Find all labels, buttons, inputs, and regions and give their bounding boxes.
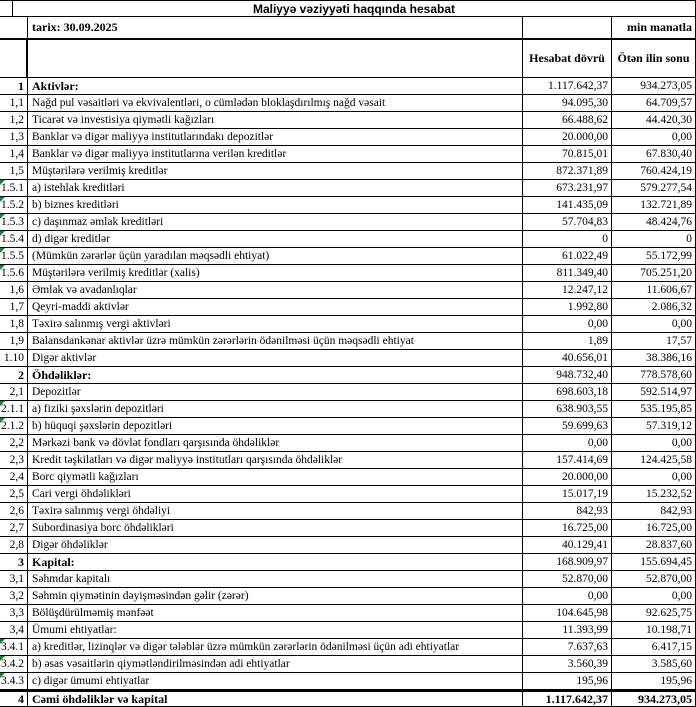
table-row [0,673,696,690]
row-value-current: 15.017,19 [523,486,612,502]
table-row [0,401,696,418]
row-number: 3.4.2 [0,656,28,672]
row-value-current: 3.560,39 [523,656,612,672]
table-row [0,486,696,503]
row-number: 1,1 [0,95,28,111]
row-label: Cəmi öhdəliklər və kapital [28,692,523,706]
row-label: Kapital: [28,554,523,570]
error-triangle-icon [0,180,5,185]
table-row [0,520,696,537]
row-value-current: 66.488,62 [523,112,612,128]
row-label: Banklar və digər maliyyə institutlarına verilən kreditlər [28,146,523,162]
row-value-current: 1.117.642,37 [523,692,612,706]
row-number: 2,7 [0,520,28,536]
row-value-previous: 0,00 [612,588,696,604]
row-number: 3.4.1 [0,639,28,655]
row-number: 1,7 [0,299,28,315]
row-number: 2,2 [0,435,28,451]
table-row [0,299,696,316]
row-value-current: 40.129,41 [523,537,612,553]
row-value-current: 40.656,01 [523,350,612,366]
row-value-previous: 6.417,15 [612,639,696,655]
row-label: Ümumi ehtiyatlar: [28,622,523,638]
row-value-current: 104.645,98 [523,605,612,621]
table-row [0,282,696,299]
row-value-previous: 11.606,67 [612,282,696,298]
row-value-current: 673.231,97 [523,180,612,196]
row-value-previous: 2.086,32 [612,299,696,315]
row-number: 3,4 [0,622,28,638]
row-value-current: 20.000,00 [523,129,612,145]
row-value-current: 638.903,55 [523,401,612,417]
row-label: Müştərilərə verilmiş kreditlər [28,163,523,179]
row-value-previous: 16.725,00 [612,520,696,536]
row-value-previous: 17,57 [612,333,696,349]
row-value-current: 70.815,01 [523,146,612,162]
row-number: 3.4.3 [0,673,28,689]
row-value-previous: 0,00 [612,435,696,451]
row-label: Balansdankənar aktivlər üzrə mümkün zərərlərin ödənilməsi üçün məqsədli ehtiyat [28,333,523,349]
row-label: Təxirə salınmış vergi aktivləri [28,316,523,332]
row-label: Subordinasiya borc öhdəlikləri [28,520,523,536]
row-number: 1,2 [0,112,28,128]
row-value-current: 1,89 [523,333,612,349]
table-row [0,639,696,656]
row-number: 1.5.5 [0,248,28,264]
meta-empty-num-cell [0,17,28,38]
header-empty-label-cell [28,40,523,77]
row-label: Səhmin qiymətinin dəyişməsindən gəlir (zərər) [28,588,523,604]
row-value-current: 20.000,00 [523,469,612,485]
table-row [0,112,696,129]
table-row [0,95,696,112]
row-label: Digər öhdəliklər [28,537,523,553]
row-number: 2,4 [0,469,28,485]
row-label: Nağd pul vəsaitləri və ekvivalentləri, o cümlədən bloklaşdırılmış nağd vəsait [28,95,523,111]
row-number: 3 [0,554,28,570]
row-label: d) digər kreditlər [28,231,523,247]
table-row [0,78,696,95]
row-number: 1,6 [0,282,28,298]
row-value-previous: 67.830,40 [612,146,696,162]
row-number: 1,9 [0,333,28,349]
row-number: 3,3 [0,605,28,621]
row-value-previous: 760.424,19 [612,163,696,179]
table-row [0,588,696,605]
row-number: 2.1.1 [0,401,28,417]
row-number: 4 [0,692,28,706]
row-value-current: 0,00 [523,588,612,604]
table-row [0,197,696,214]
row-number: 2 [0,367,28,383]
row-value-current: 0,00 [523,435,612,451]
row-number: 2,6 [0,503,28,519]
row-label: Qeyri-maddi aktivlər [28,299,523,315]
row-label: a) istehlak kreditləri [28,180,523,196]
row-value-current: 11.393,99 [523,622,612,638]
row-label: Ticarət və investisiya qiymətli kağızları [28,112,523,128]
row-value-previous: 15.232,52 [612,486,696,502]
row-label: c) digər ümumi ehtiyatlar [28,673,523,689]
row-number: 2,8 [0,537,28,553]
row-value-current: 1.117.642,37 [523,78,612,94]
row-value-previous: 705.251,20 [612,265,696,281]
row-value-previous: 778.578,60 [612,367,696,383]
table-row [0,554,696,571]
row-label: Səhmdar kapitalı [28,571,523,587]
table-row [0,129,696,146]
error-triangle-icon [0,248,5,253]
error-triangle-icon [0,418,5,423]
row-label: b) hüquqi şəxslərin depozitləri [28,418,523,434]
table-row [0,180,696,197]
table-row [0,690,696,707]
table-body [0,78,696,707]
row-value-previous: 44.420,30 [612,112,696,128]
row-value-previous: 842,93 [612,503,696,519]
row-value-previous: 10.198,71 [612,622,696,638]
row-number: 1.5.2 [0,197,28,213]
row-number: 1,4 [0,146,28,162]
row-number: 1.5.1 [0,180,28,196]
row-number: 1.5.4 [0,231,28,247]
table-row [0,316,696,333]
table-row [0,146,696,163]
row-value-previous: 3.585,60 [612,656,696,672]
row-value-current: 842,93 [523,503,612,519]
row-value-previous: 0,00 [612,469,696,485]
error-triangle-icon [0,673,5,678]
row-value-previous: 535.195,85 [612,401,696,417]
row-label: Depozitlər [28,384,523,400]
row-number: 1 [0,78,28,94]
row-value-previous: 934.273,05 [612,692,696,706]
error-triangle-icon [0,265,5,270]
row-value-current: 141.435,09 [523,197,612,213]
row-label: (Mümkün zərərlər üçün yaradılan məqsədli ehtiyat) [28,248,523,264]
meta-row [0,17,696,40]
row-number: 1.5.6 [0,265,28,281]
row-label: c) daşınmaz əmlak kreditləri [28,214,523,230]
table-row [0,622,696,639]
row-value-current: 7.637,63 [523,639,612,655]
row-label: Banklar və digər maliyyə institutlarındakı depozitlər [28,129,523,145]
row-label: Öhdəliklər: [28,367,523,383]
row-value-current: 57.704,83 [523,214,612,230]
row-value-current: 948.732,40 [523,367,612,383]
row-value-current: 168.909,97 [523,554,612,570]
row-value-current: 0 [523,231,612,247]
row-label: Digər aktivlər [28,350,523,366]
error-triangle-icon [0,214,5,219]
row-value-previous: 64.709,57 [612,95,696,111]
row-number: 2,3 [0,452,28,468]
row-number: 1.10 [0,350,28,366]
row-value-current: 0,00 [523,316,612,332]
table-row [0,333,696,350]
row-label: Bölüşdürülməmiş mənfəət [28,605,523,621]
column-header-row [0,40,696,78]
table-row [0,571,696,588]
row-value-previous: 155.694,45 [612,554,696,570]
row-number: 2.1.2 [0,418,28,434]
row-value-current: 698.603,18 [523,384,612,400]
column-header-previous: Ötən ilin sonu [612,40,696,77]
table-row [0,214,696,231]
header-empty-num-cell [0,40,28,77]
row-value-current: 16.725,00 [523,520,612,536]
row-number: 1.5.3 [0,214,28,230]
row-value-previous: 132.721,89 [612,197,696,213]
row-value-current: 12.247,12 [523,282,612,298]
table-row [0,367,696,384]
row-value-previous: 0,00 [612,129,696,145]
row-number: 2,5 [0,486,28,502]
row-label: Borc qiymətli kağızları [28,469,523,485]
error-triangle-icon [0,231,5,236]
table-row [0,350,696,367]
table-row [0,418,696,435]
table-row [0,435,696,452]
error-triangle-icon [0,656,5,661]
row-label: Mərkəzi bank və dövlət fondları qarşısında öhdəliklər [28,435,523,451]
row-value-previous: 52.870,00 [612,571,696,587]
row-value-current: 872.371,89 [523,163,612,179]
table-row [0,605,696,622]
row-number: 1,3 [0,129,28,145]
error-triangle-icon [0,197,5,202]
table-row [0,469,696,486]
row-value-previous: 124.425,58 [612,452,696,468]
row-value-previous: 0 [612,231,696,247]
row-number: 1,5 [0,163,28,179]
row-number: 3,1 [0,571,28,587]
row-value-previous: 38.386,16 [612,350,696,366]
row-value-previous: 28.837,60 [612,537,696,553]
table-row [0,265,696,282]
row-label: Kredit təşkilatları və digər maliyyə institutları qarşısında öhdəliklər [28,452,523,468]
row-value-current: 94.095,30 [523,95,612,111]
row-label: a) fiziki şəxslərin depozitləri [28,401,523,417]
table-row [0,656,696,673]
row-value-current: 59.699,63 [523,418,612,434]
row-value-current: 157.414,69 [523,452,612,468]
row-value-previous: 0,00 [612,316,696,332]
row-label: b) biznes kreditləri [28,197,523,213]
error-triangle-icon [0,401,5,406]
table-row [0,384,696,401]
row-value-current: 61.022,49 [523,248,612,264]
row-value-previous: 92.625,75 [612,605,696,621]
row-value-previous: 55.172,99 [612,248,696,264]
unit-label: min manatla [612,17,696,38]
report-date: tarix: 30.09.2025 [28,17,523,38]
row-label: Cari vergi öhdəlikləri [28,486,523,502]
row-value-current: 52.870,00 [523,571,612,587]
page-title: Maliyyə vəziyyəti haqqında hesabat [12,1,696,16]
column-header-current: Hesabat dövrü [522,40,612,77]
row-value-previous: 592.514,97 [612,384,696,400]
row-value-previous: 934.273,05 [612,78,696,94]
row-label: Müştərilərə verilmiş kreditlər (xalis) [28,265,523,281]
table-row [0,452,696,469]
row-number: 3,2 [0,588,28,604]
table-row [0,248,696,265]
row-label: Əmlak və avadanlıqlar [28,282,523,298]
table-row [0,163,696,180]
row-value-current: 195,96 [523,673,612,689]
row-label: a) kreditlər, lizinqlər və digər tələblər üzrə mümkün zərərlərin ödənilməsi üçün adi ehtiyatlar [28,639,523,655]
table-row [0,503,696,520]
row-value-previous: 579.277,54 [612,180,696,196]
row-number: 1,8 [0,316,28,332]
title-row [0,0,696,17]
row-label: b) əsas vəsaitlərin qiymətləndirilməsindən adi ehtiyatlar [28,656,523,672]
table-row [0,231,696,248]
row-value-previous: 195,96 [612,673,696,689]
error-triangle-icon [0,639,5,644]
row-label: Təxirə salınmış vergi öhdəliyi [28,503,523,519]
meta-empty-value-cell [523,17,612,38]
row-number: 2,1 [0,384,28,400]
row-value-previous: 48.424,76 [612,214,696,230]
row-value-previous: 57.319,12 [612,418,696,434]
row-value-current: 1.992,80 [523,299,612,315]
row-value-current: 811.349,40 [523,265,612,281]
row-label: Aktivlər: [28,78,523,94]
title-left-spacer [0,1,12,16]
table-row [0,537,696,554]
